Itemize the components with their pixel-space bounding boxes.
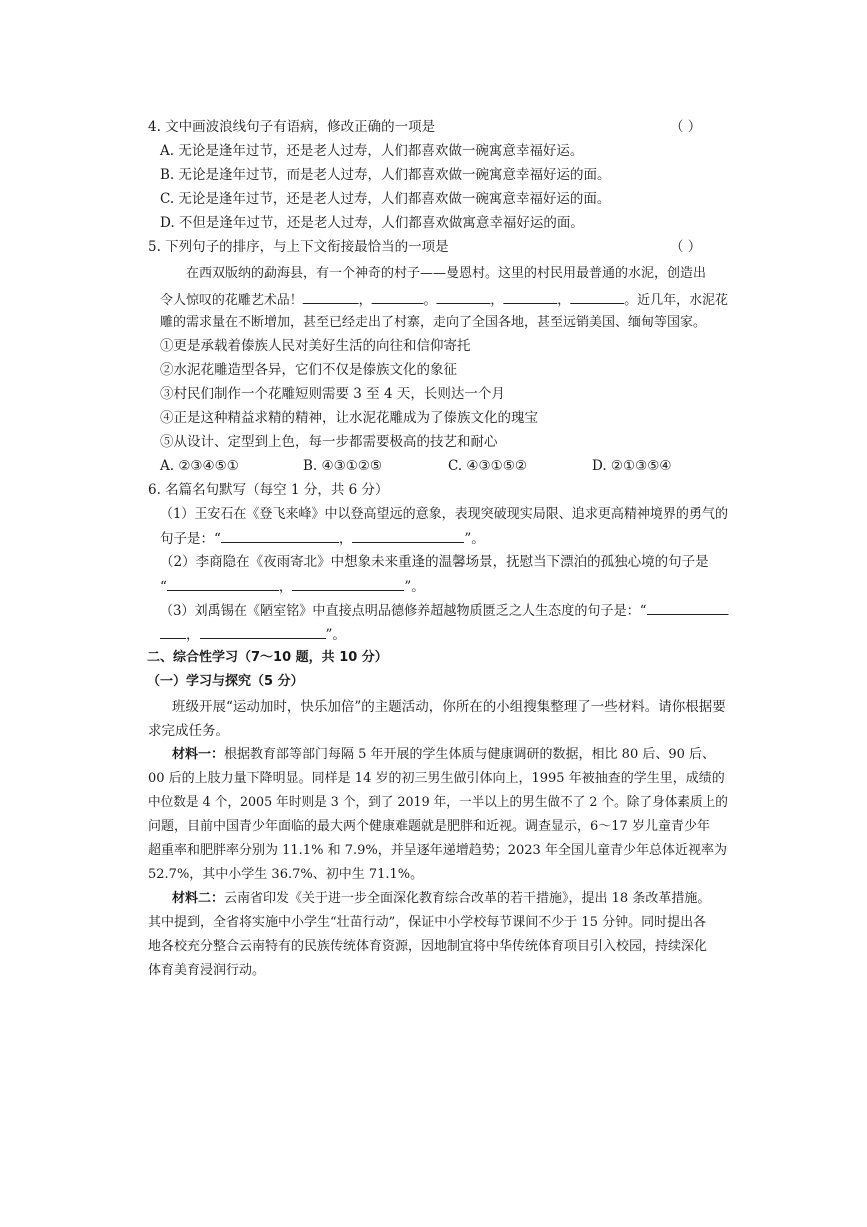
- q5-answer-paren: （ ）: [670, 239, 702, 255]
- material2-line1: [172, 889, 710, 909]
- q5-comma-1: ，: [358, 293, 372, 308]
- q6-stem: 6. 名篇名句默写（每空 1 分，共 6 分）: [148, 482, 389, 498]
- q5-passage-line-2-text: 令人惊叹的花雕艺术品！: [160, 293, 303, 308]
- q4-option-a: A. 无论是逢年过节，还是老人过寿，人们都喜欢做一碗寓意幸福好运。: [160, 143, 584, 159]
- q5-choice-c: C. ④③①⑤②: [448, 458, 527, 474]
- material1-text-1: 根据教育部等部门每隔 5 年开展的学生体质与健康调研的数据，相比 80 后、90 后、: [224, 747, 716, 762]
- section2-sub1: （一）学习与探究（5 分）: [147, 674, 304, 689]
- material1-line5: 超重率和肥胖率分别为 11.1% 和 7.9%，并呈逐年递增趋势；2023 年全国儿童青少年总体近视率为: [148, 843, 727, 858]
- q6-item3-line2: [160, 624, 346, 645]
- q5-passage-line-3: 雕的需求量在不断增加，甚至已经走出了村寨，走向了全国各地，甚至远销美国、缅甸等国家。: [160, 315, 707, 330]
- material1-line6: 52.7%，其中小学生 36.7%、初中生 71.1%。: [148, 867, 424, 882]
- q6-blank-4[interactable]: [292, 576, 404, 591]
- q4-option-c: C. 无论是逢年过节，还是老人过寿，人们都喜欢做一碗寓意幸福好运的面。: [160, 191, 611, 207]
- q4-option-b: B. 无论是逢年过节，而是老人过寿，人们都喜欢做一碗寓意幸福好运的面。: [160, 167, 611, 183]
- q6-item3-suffix: ”。: [325, 627, 346, 643]
- q5-comma-2: ，: [490, 293, 504, 308]
- q6-item1-line2: [160, 528, 485, 549]
- q6-item3-line1: [160, 600, 728, 621]
- q5-sentence-1: ①更是承载着傣族人民对美好生活的向往和信仰寄托: [160, 338, 471, 354]
- material1-line2: 00 后的上肢力量下降明显。同样是 14 岁的初三男生做引体向上，1995 年被抽查的学生里，成绩的: [148, 771, 725, 786]
- q5-sentence-5: ⑤从设计、定型到上色，每一步都需要极高的技艺和耐心: [160, 434, 498, 450]
- q6-blank-5b[interactable]: [160, 624, 186, 639]
- q6-item1-line1: （1）王安石在《登飞来峰》中以登高望远的意象，表现突破现实局限、追求更高精神境界的勇气的: [160, 506, 729, 522]
- q5-blank-1[interactable]: [303, 289, 359, 304]
- q5-sentence-4: ④正是这种精益求精的精神，让水泥花雕成为了傣族文化的瑰宝: [160, 410, 538, 426]
- material2-line4: 体育美育浸润行动。: [148, 963, 266, 978]
- q6-item2-comma: ，: [278, 579, 293, 595]
- q6-item1-comma: ，: [338, 531, 353, 547]
- q4-stem: 4. 文中画波浪线句子有语病，修改正确的一项是: [148, 119, 436, 135]
- material2-line3: 地各校充分整合云南特有的民族传统体育资源，因地制宜将中华传统体育项目引入校园，持续深化: [148, 939, 708, 954]
- section2-title: 二、综合性学习（7～10 题，共 10 分）: [147, 650, 388, 665]
- q5-passage-line-2: [160, 289, 728, 311]
- q5-sentence-2: ②水泥花雕造型各异，它们不仅是傣族文化的象征: [160, 362, 457, 378]
- material1-line3: 中位数是 4 个，2005 年时则是 3 个，到了 2019 年，一半以上的男生做不了 2 个。除了身体素质上的: [148, 795, 728, 810]
- material1-label: 材料一：: [172, 747, 225, 762]
- section2-intro-line2: 求完成任务。: [148, 723, 229, 739]
- q6-item3-comma: ，: [186, 627, 200, 643]
- q6-item2-line2: [160, 576, 425, 597]
- q6-blank-5a[interactable]: [647, 600, 728, 615]
- q6-blank-3[interactable]: [167, 576, 279, 591]
- q5-stem: 5. 下列句子的排序，与上下文衔接最恰当的一项是: [148, 239, 449, 255]
- q6-item2-suffix: ”。: [404, 579, 425, 595]
- q5-choice-a: A. ②③④⑤①: [160, 458, 239, 474]
- q6-blank-6[interactable]: [200, 624, 326, 639]
- q6-item1-suffix: ”。: [464, 531, 485, 547]
- q5-blank-2[interactable]: [372, 289, 424, 304]
- section2-intro-line1: 班级开展“运动加时，快乐加倍”的主题活动，你所在的小组搜集整理了一些材料。请你根据要: [172, 699, 726, 715]
- material1-line4: 问题，目前中国青少年面临的最大两个健康难题就是肥胖和近视。调查显示，6～17 岁儿童青少年: [148, 819, 710, 834]
- q5-sentence-3: ③村民们制作一个花雕短则需要 3 至 4 天，长则达一个月: [160, 386, 505, 402]
- q5-blank-4[interactable]: [503, 289, 557, 304]
- q6-blank-2[interactable]: [352, 528, 464, 543]
- material2-label: 材料二：: [172, 891, 225, 906]
- q5-passage-line-1: 在西双版纳的勐海县，有一个神奇的村子——曼恩村。这里的村民用最普通的水泥，创造出: [186, 266, 707, 281]
- material2-line2: 其中提到，全省将实施中小学生“壮苗行动”，保证中小学校每节课间不少于 15 分钟。同时提出各: [148, 915, 707, 930]
- q6-item1-prefix: 句子是：“: [160, 531, 221, 547]
- material2-text-1: 云南省印发《关于进一步全面深化教育综合改革的若干措施》，提出 18 条改革措施。: [224, 891, 711, 906]
- q5-passage-line-2-tail: 。近几年，水泥花: [624, 293, 729, 308]
- q5-choice-d: D. ②①③⑤④: [592, 458, 672, 474]
- q6-item2-line1: （2）李商隐在《夜雨寄北》中想象未来重逢的温馨场景，抚慰当下漂泊的孤独心境的句子是: [160, 554, 709, 570]
- q5-choice-b: B. ④③①②⑤: [303, 458, 383, 474]
- q5-blank-3[interactable]: [437, 289, 491, 304]
- q6-item2-prefix: “: [160, 579, 167, 595]
- q5-period: 。: [423, 293, 437, 308]
- q5-blank-5[interactable]: [570, 289, 624, 304]
- q6-item3-text: （3）刘禹锡在《陋室铭》中直接点明品德修养超越物质匮乏之人生态度的句子是：“: [160, 603, 647, 619]
- material1-line1: [172, 745, 715, 765]
- q6-blank-1[interactable]: [221, 528, 339, 543]
- q4-answer-paren: （ ）: [670, 119, 702, 135]
- q4-option-d: D. 不但是逢年过节，还是老人过寿，人们都喜欢做寓意幸福好运的面。: [160, 215, 584, 231]
- q5-comma-3: ，: [557, 293, 571, 308]
